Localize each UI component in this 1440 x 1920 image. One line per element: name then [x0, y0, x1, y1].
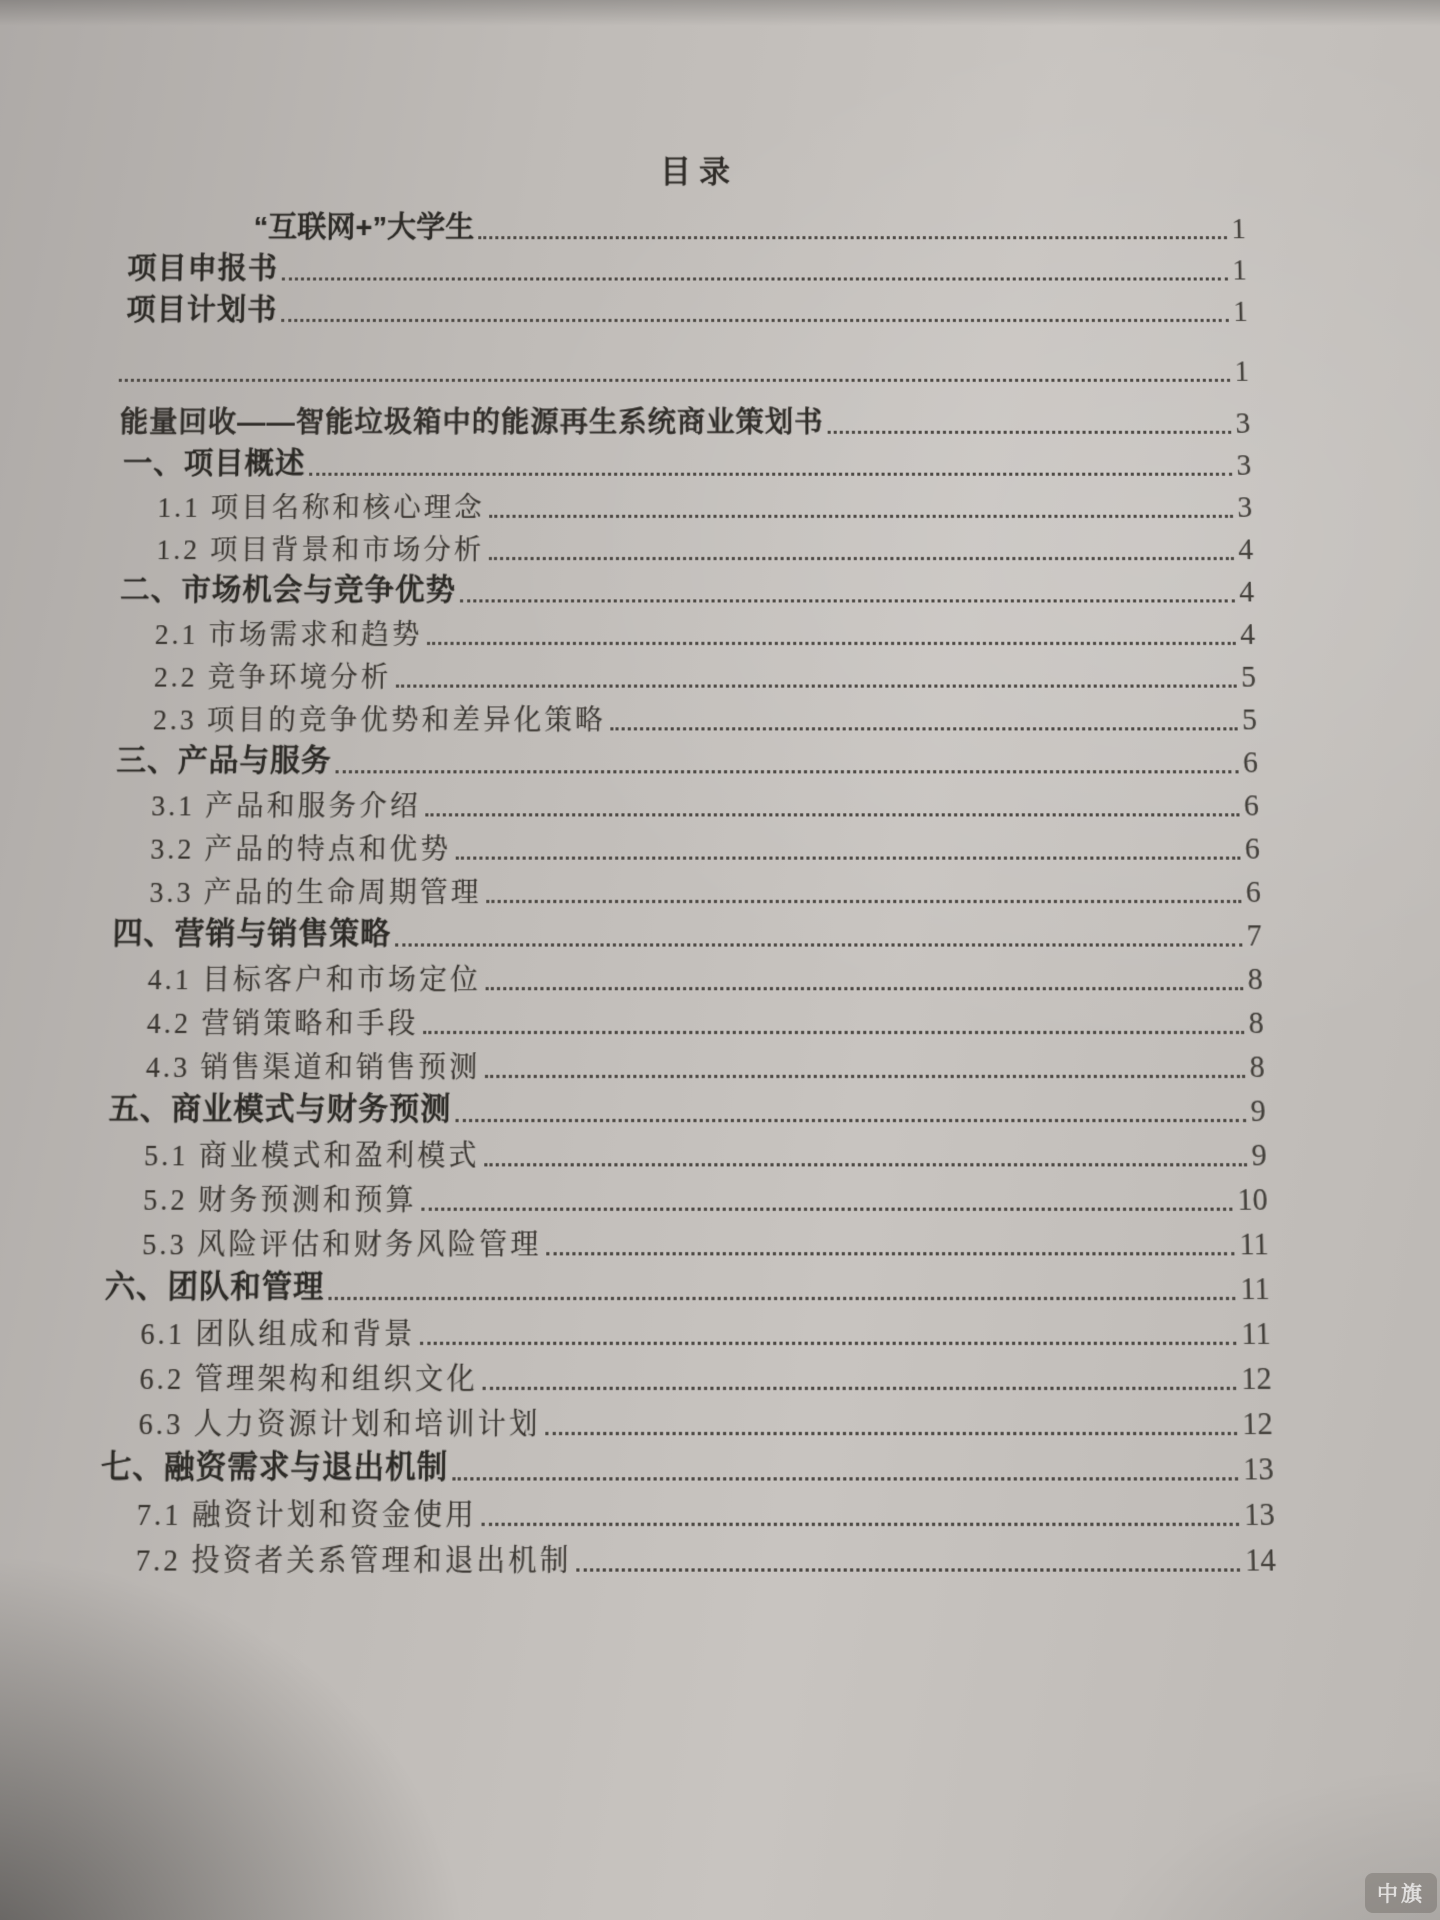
toc-entry-label: 项目申报书 [126, 253, 279, 286]
toc-entry-label: 二、市场机会与竞争优势 [119, 574, 457, 608]
dotted-leader [486, 900, 1241, 903]
toc-entry-label: 4.2 营销策略和手段 [146, 1007, 419, 1040]
dotted-leader [452, 1477, 1238, 1480]
toc-entry-label: 一、项目概述 [122, 448, 306, 481]
dotted-leader [481, 1523, 1239, 1526]
dotted-leader [488, 557, 1233, 560]
toc-row [107, 695, 1258, 738]
toc-row [111, 483, 1252, 525]
toc-row [88, 1534, 1276, 1580]
dotted-leader [420, 1342, 1237, 1345]
dotted-leader [282, 277, 1228, 280]
dotted-leader [455, 857, 1240, 860]
dotted-leader [423, 1031, 1244, 1034]
toc-entry-page: 7 [1246, 918, 1263, 953]
toc-row [95, 1218, 1269, 1263]
toc-entry-page: 3 [1236, 449, 1252, 482]
toc-row [101, 954, 1263, 998]
dotted-leader [328, 1297, 1235, 1300]
toc-entry-page: 11 [1241, 1316, 1272, 1352]
dotted-leader [421, 1208, 1233, 1211]
watermark-badge: 中旗 [1365, 1873, 1437, 1913]
toc-row [112, 441, 1251, 483]
dotted-leader [482, 1387, 1236, 1390]
toc-entry-label: 2.1 市场需求和趋势 [154, 619, 423, 651]
toc-entry-label: 五、商业模式与财务预测 [108, 1093, 452, 1128]
toc-row [97, 1130, 1267, 1174]
toc-entry-page: 11 [1240, 1271, 1271, 1307]
toc-entry-label: 3.2 产品的特点和优势 [150, 833, 452, 865]
toc-entry-label: 2.3 项目的竞争优势和差异化策略 [152, 704, 606, 736]
toc-row [103, 867, 1261, 910]
toc-entry-page: 6 [1242, 746, 1259, 780]
toc-entry-page: 10 [1237, 1182, 1269, 1218]
dotted-leader [395, 943, 1242, 946]
toc-row [92, 1353, 1272, 1398]
toc-entry-page: 1 [1232, 295, 1249, 329]
toc-row [117, 246, 1247, 287]
page-title: 目录 [659, 153, 739, 190]
toc-entry-label: 六、团队和管理 [104, 1270, 325, 1306]
toc-entry-page: 14 [1244, 1542, 1277, 1579]
toc-entry-label: 5.1 商业模式和盈利模式 [143, 1139, 480, 1172]
toc-entry-label: 5.2 财务预测和预算 [142, 1183, 417, 1217]
toc-entry-page: 9 [1251, 1138, 1268, 1173]
toc-row [93, 1308, 1271, 1353]
toc-row [98, 1086, 1266, 1130]
dotted-leader [828, 431, 1231, 434]
dotted-leader [485, 987, 1243, 990]
dotted-leader [336, 770, 1239, 773]
toc-entry-label: 7.2 投资者关系管理和退出机制 [135, 1543, 572, 1578]
toc-entry-label: 5.3 风险评估和财务风险管理 [141, 1228, 542, 1261]
toc-entry-page: 1 [1230, 213, 1247, 246]
toc-row [109, 610, 1256, 653]
toc-entry-label: 四、营销与销售策略 [112, 917, 392, 952]
toc-row [115, 347, 1250, 389]
toc-row [104, 824, 1260, 867]
dotted-leader [576, 1568, 1240, 1571]
toc-entry-label: 2.2 竞争环境分析 [153, 661, 392, 693]
toc-row [100, 998, 1264, 1042]
toc-entry-page: 4 [1239, 618, 1256, 652]
toc-entry-page: 9 [1250, 1094, 1267, 1129]
dotted-leader [610, 727, 1237, 730]
toc-entry-label: 3.3 产品的生命周期管理 [149, 876, 482, 909]
toc-entry-page: 12 [1240, 1361, 1273, 1397]
toc-entry-page: 11 [1239, 1227, 1270, 1262]
toc-row [108, 652, 1257, 695]
toc-row [90, 1443, 1274, 1488]
dotted-leader [460, 599, 1234, 602]
toc-entry-label: 6.2 管理架构和组织文化 [139, 1362, 479, 1396]
toc-entry-page: 6 [1243, 789, 1260, 823]
dotted-leader [484, 1163, 1247, 1166]
dotted-leader [425, 813, 1239, 816]
toc-row [99, 1042, 1265, 1086]
toc-row [113, 399, 1250, 441]
toc-entry-label: 1.1 项目名称和核心理念 [157, 492, 485, 524]
toc-entry-label: 4.1 目标客户和市场定位 [147, 963, 482, 996]
toc-entry-page: 1 [1231, 254, 1248, 287]
toc-row [116, 288, 1248, 329]
dotted-leader [478, 236, 1226, 239]
toc-row [111, 525, 1254, 567]
toc-entry-label: 三、产品与服务 [116, 745, 332, 779]
toc-row [94, 1263, 1270, 1308]
toc-entry-page: 5 [1241, 703, 1258, 737]
toc-row [118, 205, 1246, 246]
dotted-leader [309, 473, 1231, 476]
toc-entry-page: 5 [1240, 660, 1257, 694]
dotted-leader [545, 1432, 1237, 1435]
toc-row [91, 1398, 1273, 1443]
dotted-leader [484, 1075, 1244, 1078]
toc-entry-page: 3 [1237, 491, 1253, 525]
toc-entry-label: 4.3 销售渠道和销售预测 [145, 1051, 481, 1084]
toc-list [88, 205, 1276, 1579]
toc-entry-page: 8 [1247, 962, 1264, 997]
toc-entry-page: 6 [1245, 875, 1262, 910]
toc-entry-page: 6 [1244, 832, 1261, 867]
dotted-leader [281, 319, 1228, 322]
toc-row [110, 567, 1255, 609]
toc-entry-label: 6.1 团队组成和背景 [140, 1317, 416, 1351]
dotted-leader [427, 642, 1236, 645]
toc-entry-page: 13 [1242, 1451, 1275, 1488]
toc-entry-page: 3 [1235, 407, 1251, 440]
toc-row [89, 1488, 1275, 1534]
toc-entry-page: 1 [1234, 355, 1250, 388]
toc-row [102, 910, 1262, 954]
dotted-leader [456, 1119, 1246, 1122]
dotted-leader [546, 1252, 1235, 1255]
toc-entry-page: 12 [1241, 1406, 1274, 1442]
toc-entry-label: 项目计划书 [126, 294, 278, 328]
toc-entry-page: 8 [1249, 1050, 1266, 1085]
toc-entry-page: 13 [1243, 1497, 1276, 1533]
toc-entry-page: 8 [1248, 1006, 1265, 1041]
dotted-leader [489, 515, 1233, 518]
toc-entry-label: 能量回收——智能垃圾箱中的能源再生系统商业策划书 [119, 406, 824, 438]
toc-entry-label: 7.1 融资计划和资金使用 [136, 1498, 477, 1532]
toc-entry-page: 4 [1238, 575, 1255, 609]
toc-entry-label: 3.1 产品和服务介绍 [151, 790, 421, 822]
dotted-leader [119, 379, 1230, 382]
toc-row [96, 1174, 1268, 1218]
dotted-leader [395, 685, 1236, 688]
toc-entry-label: 1.2 项目背景和市场分析 [156, 534, 485, 566]
toc-entry-page: 4 [1237, 533, 1254, 567]
toc-entry-label: 6.3 人力资源计划和培训计划 [138, 1407, 541, 1441]
toc-row [106, 738, 1258, 781]
toc-entry-label: 七、融资需求与退出机制 [100, 1450, 449, 1487]
toc-page [88, 146, 1276, 1580]
toc-entry-label: “互联网+”大学生 [253, 212, 475, 245]
toc-row [105, 781, 1259, 824]
